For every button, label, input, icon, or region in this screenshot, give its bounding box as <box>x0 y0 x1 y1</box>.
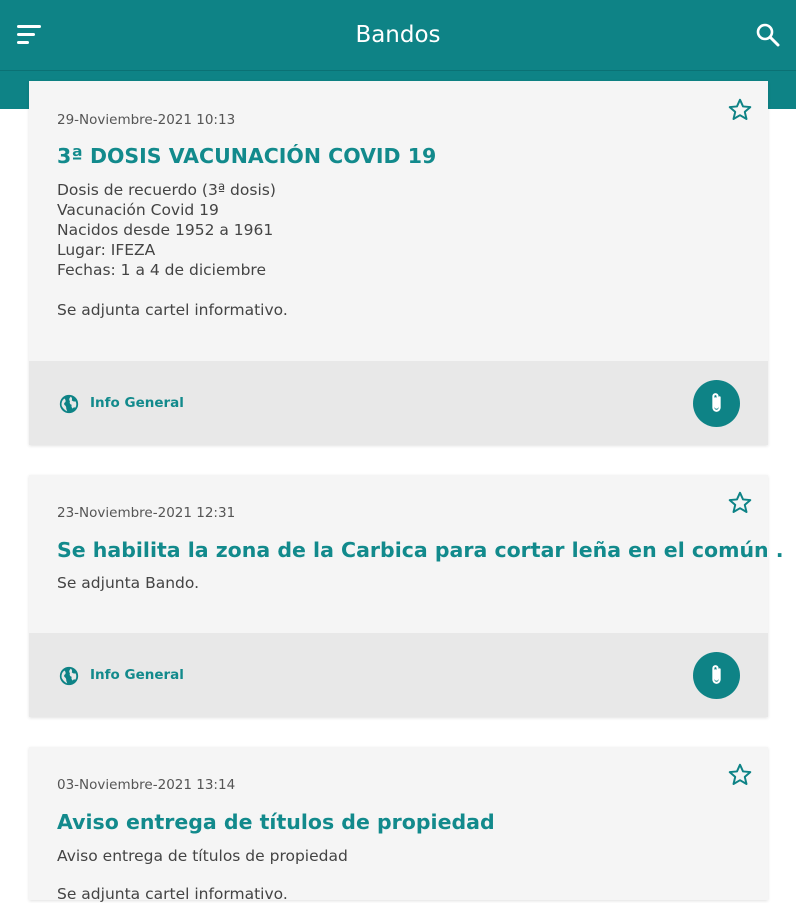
category-link[interactable]: Info General <box>90 395 184 411</box>
post-date: 23-Noviembre-2021 12:31 <box>57 505 236 521</box>
post-card[interactable] <box>29 81 768 445</box>
post-date: 29-Noviembre-2021 10:13 <box>57 112 236 128</box>
post-body-line: Aviso entrega de títulos de propiedad <box>57 847 348 865</box>
post-title[interactable]: Se habilita la zona de la Carbica para cortar leña en el común . <box>57 538 784 562</box>
attachment-button[interactable] <box>693 652 740 699</box>
post-card[interactable] <box>29 747 768 903</box>
post-body-line: Lugar: IFEZA <box>57 241 156 259</box>
category-link[interactable]: Info General <box>90 667 184 683</box>
paperclip-icon <box>704 663 729 688</box>
favorite-star-icon[interactable] <box>727 762 753 788</box>
post-body-line: Nacidos desde 1952 a 1961 <box>57 221 274 239</box>
favorite-star-icon[interactable] <box>727 97 753 123</box>
post-body-line: Fechas: 1 a 4 de diciembre <box>57 261 266 279</box>
post-body-line: Se adjunta Bando. <box>57 574 200 592</box>
page-title: Bandos <box>355 22 441 48</box>
post-body-line: Se adjunta cartel informativo. <box>57 301 288 319</box>
post-footer <box>29 633 768 717</box>
post-body-line: Se adjunta cartel informativo. <box>57 885 288 903</box>
search-icon[interactable] <box>755 22 781 48</box>
post-date: 03-Noviembre-2021 13:14 <box>57 777 236 793</box>
post-footer <box>29 361 768 445</box>
post-body-line: Dosis de recuerdo (3ª dosis) <box>57 181 276 199</box>
paperclip-icon <box>704 391 729 416</box>
attachment-button[interactable] <box>693 380 740 427</box>
post-title[interactable]: 3ª DOSIS VACUNACIÓN COVID 19 <box>57 144 437 168</box>
post-card[interactable] <box>29 475 784 717</box>
post-body-line: Vacunación Covid 19 <box>57 201 219 219</box>
app-bar <box>0 0 796 70</box>
globe-icon <box>58 665 80 687</box>
post-title[interactable]: Aviso entrega de títulos de propiedad <box>57 810 495 834</box>
menu-icon[interactable] <box>16 22 42 48</box>
globe-icon <box>58 393 80 415</box>
favorite-star-icon[interactable] <box>727 490 753 516</box>
